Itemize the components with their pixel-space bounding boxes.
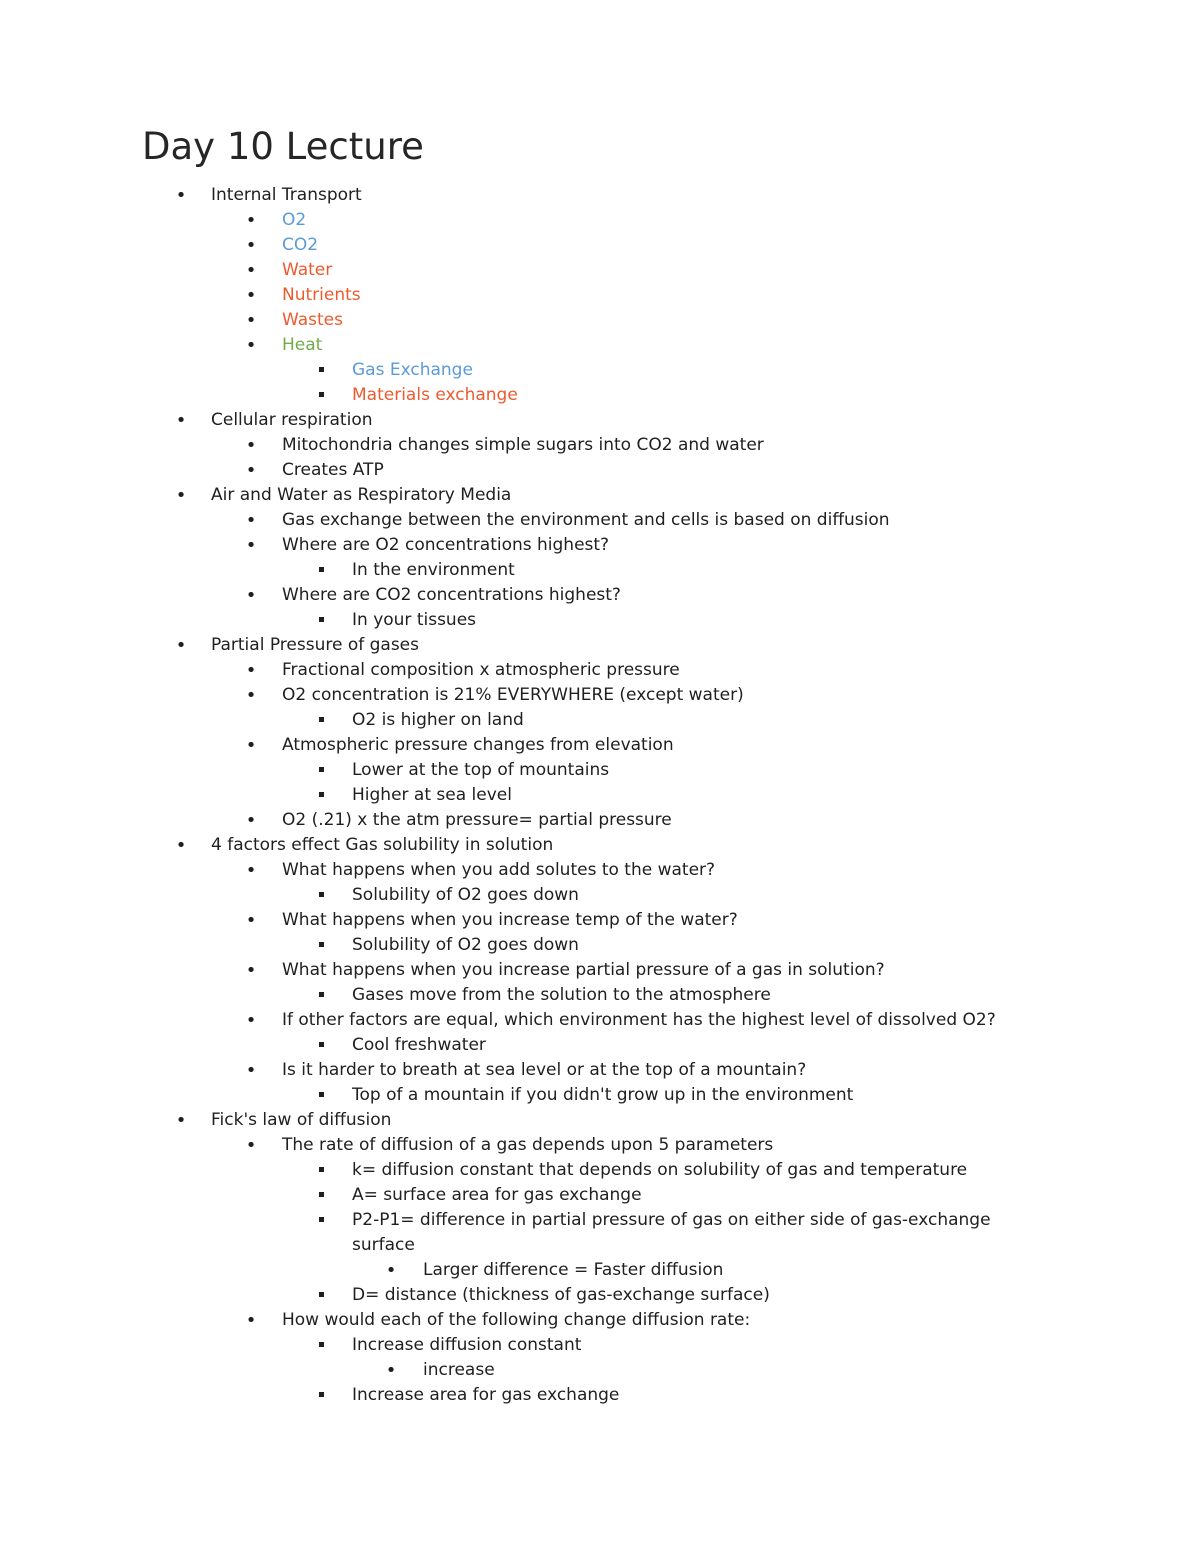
bullet-icon <box>244 1308 258 1334</box>
list-item-text: Heat <box>282 335 323 355</box>
list-item-text: Gas exchange between the environment and cells is based on diffusion <box>282 510 890 530</box>
square-bullet-icon <box>314 1033 328 1058</box>
list-item-text: Lower at the top of mountains <box>352 760 610 780</box>
bullet-icon <box>174 633 188 659</box>
list-item-text: What happens when you increase partial pressure of a gas in solution? <box>282 960 885 980</box>
list-item-text: Gases move from the solution to the atmosphere <box>352 985 771 1005</box>
bullet-icon <box>244 1058 258 1084</box>
list-item-text: O2 (.21) x the atm pressure= partial pressure <box>282 810 672 830</box>
list-item-text: Partial Pressure of gases <box>211 635 419 655</box>
list-item-text: Increase area for gas exchange <box>352 1385 620 1405</box>
bullet-icon <box>244 733 258 759</box>
bullet-icon <box>174 408 188 434</box>
bullet-icon <box>384 1358 398 1384</box>
square-bullet-icon <box>314 783 328 808</box>
bullet-icon <box>174 183 188 209</box>
list-item-text: What happens when you increase temp of the water? <box>282 910 738 930</box>
list-item-text: Higher at sea level <box>352 785 512 805</box>
bullet-icon <box>244 233 258 259</box>
list-item-text: Is it harder to breath at sea level or at the top of a mountain? <box>282 1060 807 1080</box>
list-item-text: Fractional composition x atmospheric pressure <box>282 660 680 680</box>
bullet-icon <box>174 483 188 509</box>
bullet-icon <box>244 858 258 884</box>
square-bullet-icon <box>314 1183 328 1208</box>
list-item-text: Atmospheric pressure changes from elevation <box>282 735 674 755</box>
square-bullet-icon <box>314 933 328 958</box>
bullet-icon <box>244 908 258 934</box>
square-bullet-icon <box>314 758 328 783</box>
bullet-icon <box>244 658 258 684</box>
bullet-icon <box>244 1133 258 1159</box>
list-item-text: D= distance (thickness of gas-exchange surface) <box>352 1285 770 1305</box>
list-item-text: 4 factors effect Gas solubility in solution <box>211 835 554 855</box>
bullet-icon <box>244 508 258 534</box>
bullet-icon <box>244 208 258 234</box>
square-bullet-icon <box>314 558 328 583</box>
list-item-text: Cool freshwater <box>352 1035 486 1055</box>
square-bullet-icon <box>314 1208 328 1233</box>
list-item-text: Where are O2 concentrations highest? <box>282 535 610 555</box>
bullet-icon <box>244 333 258 359</box>
list-item-text: O2 is higher on land <box>352 710 524 730</box>
list-item-text: In your tissues <box>352 610 477 630</box>
list-item-text: k= diffusion constant that depends on solubility of gas and temperature <box>352 1160 968 1180</box>
list-item-text: Air and Water as Respiratory Media <box>211 485 512 505</box>
list-item-text: Solubility of O2 goes down <box>352 885 579 905</box>
list-item-text: What happens when you add solutes to the water? <box>282 860 716 880</box>
list-item-text: Nutrients <box>282 285 361 305</box>
square-bullet-icon <box>314 983 328 1008</box>
list-item-text: Increase diffusion constant <box>352 1335 582 1355</box>
list-item-text: O2 concentration is 21% EVERYWHERE (except water) <box>282 685 744 705</box>
list-item-text: Mitochondria changes simple sugars into CO2 and water <box>282 435 764 455</box>
list-item-text: Fick's law of diffusion <box>211 1110 392 1130</box>
list-item-text: Where are CO2 concentrations highest? <box>282 585 621 605</box>
bullet-icon <box>244 683 258 709</box>
bullet-icon <box>244 958 258 984</box>
square-bullet-icon <box>314 608 328 633</box>
bullet-icon <box>244 808 258 834</box>
list-item-text: If other factors are equal, which environment has the highest level of dissolved O2? <box>282 1010 996 1030</box>
list-item-text: In the environment <box>352 560 515 580</box>
square-bullet-icon <box>314 358 328 383</box>
square-bullet-icon <box>314 1283 328 1308</box>
list-item-text: O2 <box>282 210 307 230</box>
square-bullet-icon <box>314 383 328 408</box>
bullet-icon <box>244 283 258 309</box>
bullet-icon <box>174 833 188 859</box>
bullet-icon <box>244 433 258 459</box>
square-bullet-icon <box>314 883 328 908</box>
list-item-text: Internal Transport <box>211 185 362 205</box>
bullet-icon <box>384 1258 398 1284</box>
list-item-text: Solubility of O2 goes down <box>352 935 579 955</box>
list-item-text: Water <box>282 260 333 280</box>
list-item-text: How would each of the following change diffusion rate: <box>282 1310 751 1330</box>
bullet-icon <box>244 258 258 284</box>
square-bullet-icon <box>314 1083 328 1108</box>
list-item-text: Larger difference = Faster diffusion <box>423 1260 724 1280</box>
list-item-text: Top of a mountain if you didn't grow up in the environment <box>352 1085 854 1105</box>
list-item-text: The rate of diffusion of a gas depends upon 5 parameters <box>282 1135 774 1155</box>
list-item-text: P2-P1= difference in partial pressure of gas on either side of gas-exchange <box>352 1210 991 1230</box>
bullet-icon <box>244 533 258 559</box>
bullet-icon <box>244 308 258 334</box>
list-item-text: Gas Exchange <box>352 360 473 380</box>
list-item-text: Materials exchange <box>352 385 518 405</box>
square-bullet-icon <box>314 1158 328 1183</box>
list-item-text: Wastes <box>282 310 343 330</box>
square-bullet-icon <box>314 1383 328 1408</box>
bullet-icon <box>244 1008 258 1034</box>
page-title: Day 10 Lecture <box>142 125 424 168</box>
list-item-text: CO2 <box>282 235 319 255</box>
list-item-text: Creates ATP <box>282 460 384 480</box>
square-bullet-icon <box>314 1333 328 1358</box>
list-item-text: surface <box>352 1235 415 1255</box>
list-item-text: Cellular respiration <box>211 410 373 430</box>
bullet-icon <box>174 1108 188 1134</box>
square-bullet-icon <box>314 708 328 733</box>
list-item-text: increase <box>423 1360 495 1380</box>
bullet-icon <box>244 458 258 484</box>
bullet-icon <box>244 583 258 609</box>
list-item-text: A= surface area for gas exchange <box>352 1185 642 1205</box>
